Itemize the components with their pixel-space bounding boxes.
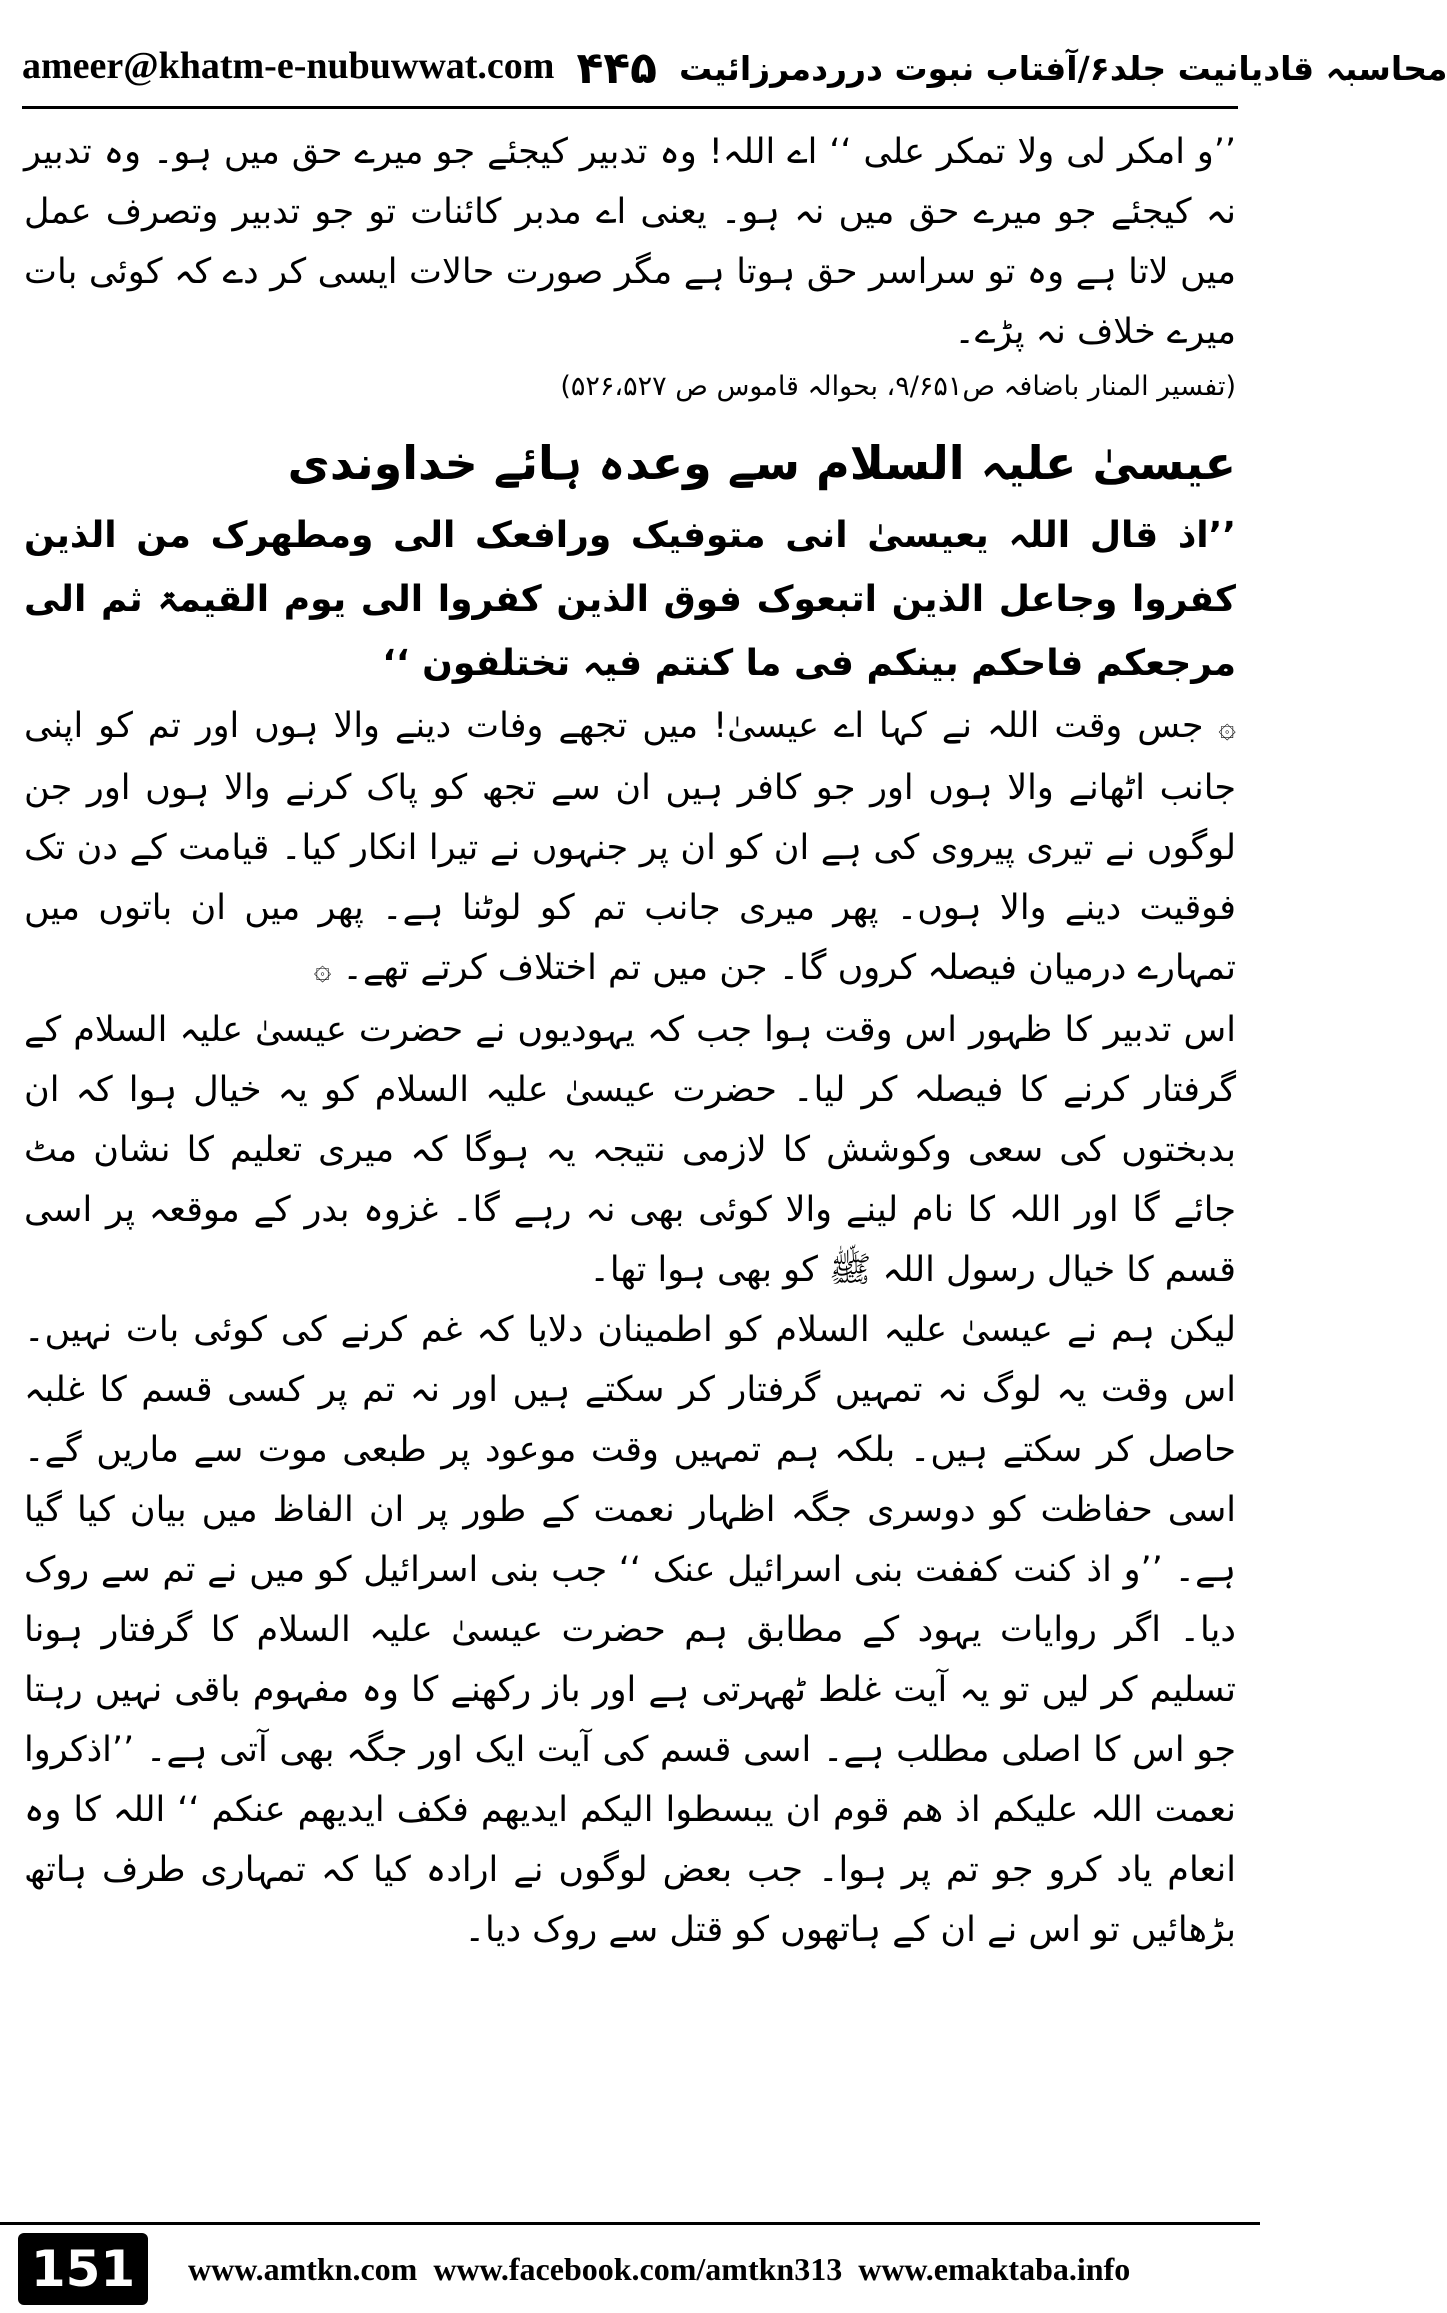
ornament-icon: ۞ [1218, 710, 1236, 745]
quote-translation-block [24, 696, 1236, 1000]
header-page-number: ۴۴۵ [576, 43, 658, 94]
quran-quote: ’’اذ قال اللہ یعیسیٰ انی متوفیک ورافعک الی ومطھرک من الذین کفروا وجاعل الذین اتبعوک فوق الذین کفروا الی یوم القیمۃ ثم الی مرجعکم فاحکم بینکم فی ما کنتم فیہ تختلفون ‘‘ [24, 515, 1236, 684]
page-footer [0, 2222, 1260, 2313]
footer-link-emaktaba[interactable]: www.emaktaba.info [858, 2250, 1131, 2287]
paragraph-3: لیکن ہم نے عیسیٰ علیہ السلام کو اطمینان دلایا کہ غم کرنے کی کوئی بات نہیں۔ اس وقت یہ لوگ نہ تمہیں گرفتار کر سکتے ہیں اور نہ تم پر کسی قسم کا غلبہ حاصل کر سکتے ہیں۔ بلکہ ہم تمہیں وقت موعود پر طبعی موت سے ماریں گے۔ اسی حفاظت کو دوسری جگہ اظہار نعمت کے طور پر ان الفاظ میں بیان کیا گیا ہے۔ ’’و اذ کنت کففت بنی اسرائیل عنک ‘‘ جب بنی اسرائیل کو میں نے تم سے روک دیا۔ اگر روایات یہود کے مطابق ہم حضرت عیسیٰ علیہ السلام کا گرفتار ہونا تسلیم کر لیں تو یہ آیت غلط ٹھہرتی ہے اور باز رکھنے کا وہ مفہوم باقی نہیں رہتا جو اس کا اصلی مطلب ہے۔ اسی قسم کی آیت ایک اور جگہ بھی آتی ہے۔ ’’اذکروا نعمت اللہ علیکم اذ ھم قوم ان یبسطوا الیکم ایدیھم فکف ایدیھم عنکم ‘‘ اللہ کا وہ انعام یاد کرو جو تم پر ہوا۔ جب بعض لوگوں نے ارادہ کیا کہ تمہاری طرف ہاتھ بڑھائیں تو اس نے ان کے ہاتھوں کو قتل سے روک دیا۔ [24, 1310, 1236, 1950]
paragraph-1: ’’و امکر لی ولا تمکر علی ‘‘ اے اللہ! وہ تدبیر کیجئے جو میرے حق میں ہو۔ وہ تدبیر نہ کیجئے جو میرے حق میں نہ ہو۔ یعنی اے مدبر کائنات تو جو تدبیر وتصرف عمل میں لاتا ہے وہ تو سراسر حق ہوتا ہے مگر صورت حالات ایسی کر دے کہ کوئی بات میرے خلاف نہ پڑے۔ [24, 132, 1236, 352]
footer-page-number: 151 [18, 2233, 148, 2305]
footer-link-facebook[interactable]: www.facebook.com/amtkn313 [433, 2250, 843, 2287]
ornament-icon: ۞ [313, 952, 332, 987]
header-email[interactable]: ameer@khatm-e-nubuwwat.com [22, 45, 555, 87]
page-body [24, 122, 1236, 2214]
running-title: محاسبہ قادیانیت جلد۶/آفتاب نبوت درردمرزائیت [679, 49, 1447, 88]
quote-translation: جس وقت اللہ نے کہا اے عیسیٰ! میں تجھے وفات دینے والا ہوں اور تم کو اپنی جانب اٹھانے والا ہوں اور جو کافر ہیں ان سے تجھ کو پاک کرنے والا ہوں اور جن لوگوں نے تیری پیروی کی ہے ان کو ان پر جنہوں نے تیرا انکار کیا۔ قیامت کے دن تک فوقیت دینے والا ہوں۔ پھر میری جانب تم کو لوٹنا ہے۔ پھر میں ان باتوں میں تمہارے درمیان فیصلہ کروں گا۔ جن میں تم اختلاف کرتے تھے۔ [24, 706, 1236, 988]
footer-links [188, 2251, 1130, 2288]
footer-link-amtkn[interactable]: www.amtkn.com [188, 2250, 418, 2287]
paragraph-2: اس تدبیر کا ظہور اس وقت ہوا جب کہ یہودیوں نے حضرت عیسیٰ علیہ السلام کے گرفتار کرنے کا فیصلہ کر لیا۔ حضرت عیسیٰ علیہ السلام کو یہ خیال ہوا کہ ان بدبختوں کی سعی وکوشش کا لازمی نتیجہ یہ ہوگا کہ میری تعلیم کا نشان مٹ جائے گا اور اللہ کا نام لینے والا کوئی بھی نہ رہے گا۔ غزوہ بدر کے موقعہ پر اسی قسم کا خیال رسول اللہ ﷺ کو بھی ہوا تھا۔ [24, 1010, 1236, 1290]
citation: (تفسیر المنار باضافہ ص۹/۶۵۱، بحوالہ قاموس ص ۵۲۶،۵۲۷) [560, 371, 1236, 402]
page-header [22, 14, 1447, 109]
section-heading: عیسیٰ علیہ السلام سے وعدہ ہائے خداوندی [287, 436, 1236, 490]
